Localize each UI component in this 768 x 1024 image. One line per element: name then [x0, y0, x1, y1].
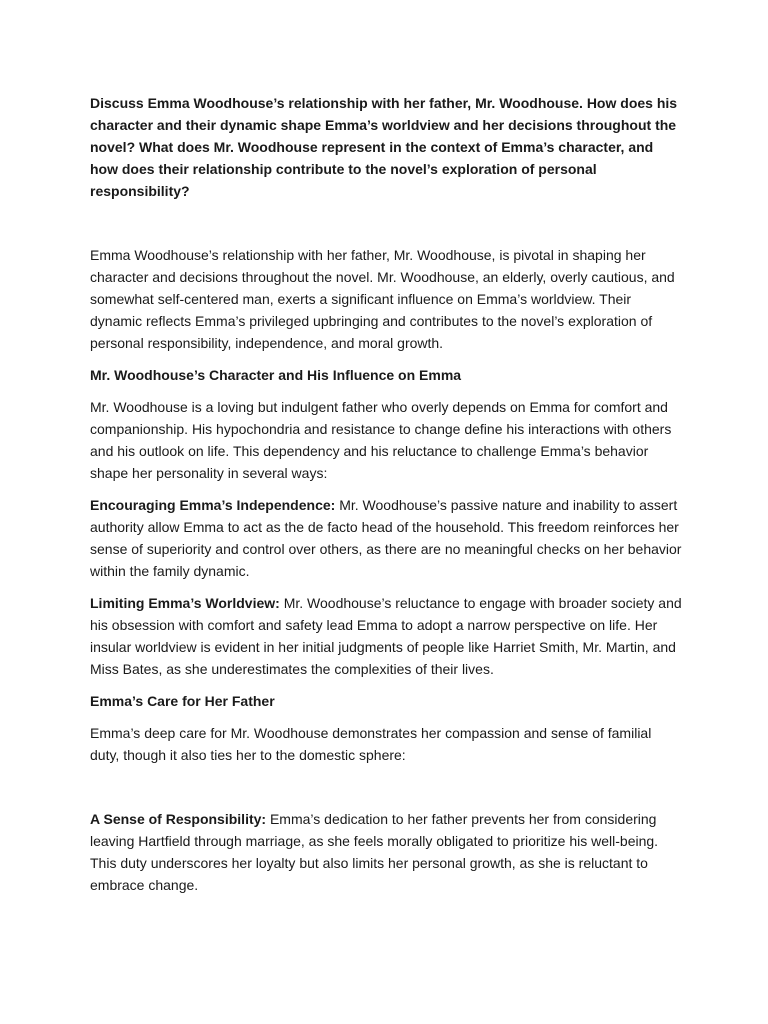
care-paragraph: Emma’s deep care for Mr. Woodhouse demonstrates her compassion and sense of familial duty, though it also ties her to the domestic sphere:	[90, 725, 652, 763]
section-heading-character: Mr. Woodhouse’s Character and His Influence on Emma	[90, 367, 462, 383]
character-paragraph: Mr. Woodhouse is a loving but indulgent father who overly depends on Emma for comfort and companionship. His hypochondria and resistance to change define his interactions with others and his outlook on life. This dependency and his reluctance to challenge Emma’s behavior shape her personality in several ways:	[90, 399, 672, 481]
intro-paragraph: Emma Woodhouse’s relationship with her father, Mr. Woodhouse, is pivotal in shaping her character and decisions throughout the novel. Mr. Woodhouse, an elderly, overly cautious, and somewhat self-centered man, exerts a significant influence on Emma’s worldview. Their dynamic reflects Emma’s privileged upbringing and contributes to the novel’s exploration of personal responsibility, independence, and moral growth.	[90, 247, 675, 351]
point-independence-text: Mr. Woodhouse’s passive nature and inability to assert authority allow Emma to act as the de facto head of the household. This freedom reinforces her sense of superiority and control over others, as there are no meaningful checks on her behavior within the family dynamic.	[90, 497, 682, 579]
point-responsibility-label: A Sense of Responsibility:	[90, 811, 267, 827]
point-worldview	[90, 592, 682, 680]
point-worldview-text: Mr. Woodhouse’s reluctance to engage with broader society and his obsession with comfort and safety lead Emma to adopt a narrow perspective on life. Her insular worldview is evident in her initial judgments of people like Harriet Smith, Mr. Martin, and Miss Bates, as she underestimates the complexities of their lives.	[90, 595, 682, 677]
essay-question: Discuss Emma Woodhouse’s relationship with her father, Mr. Woodhouse. How does his character and their dynamic shape Emma’s worldview and her decisions throughout the novel? What does Mr. Woodhouse represent in the context of Emma’s character, and how does their relationship contribute to the novel’s exploration of personal responsibility?	[90, 95, 678, 199]
section-heading-care: Emma’s Care for Her Father	[90, 693, 275, 709]
point-independence-label: Encouraging Emma’s Independence:	[90, 497, 336, 513]
point-worldview-label: Limiting Emma’s Worldview:	[90, 595, 280, 611]
point-independence	[90, 494, 682, 582]
point-responsibility	[90, 808, 682, 896]
point-responsibility-text: Emma’s dedication to her father prevents her from considering leaving Hartfield through marriage, as she feels morally obligated to prioritize his well-being. This duty underscores her loyalty but also limits her personal growth, as she is reluctant to embrace change.	[90, 811, 659, 893]
